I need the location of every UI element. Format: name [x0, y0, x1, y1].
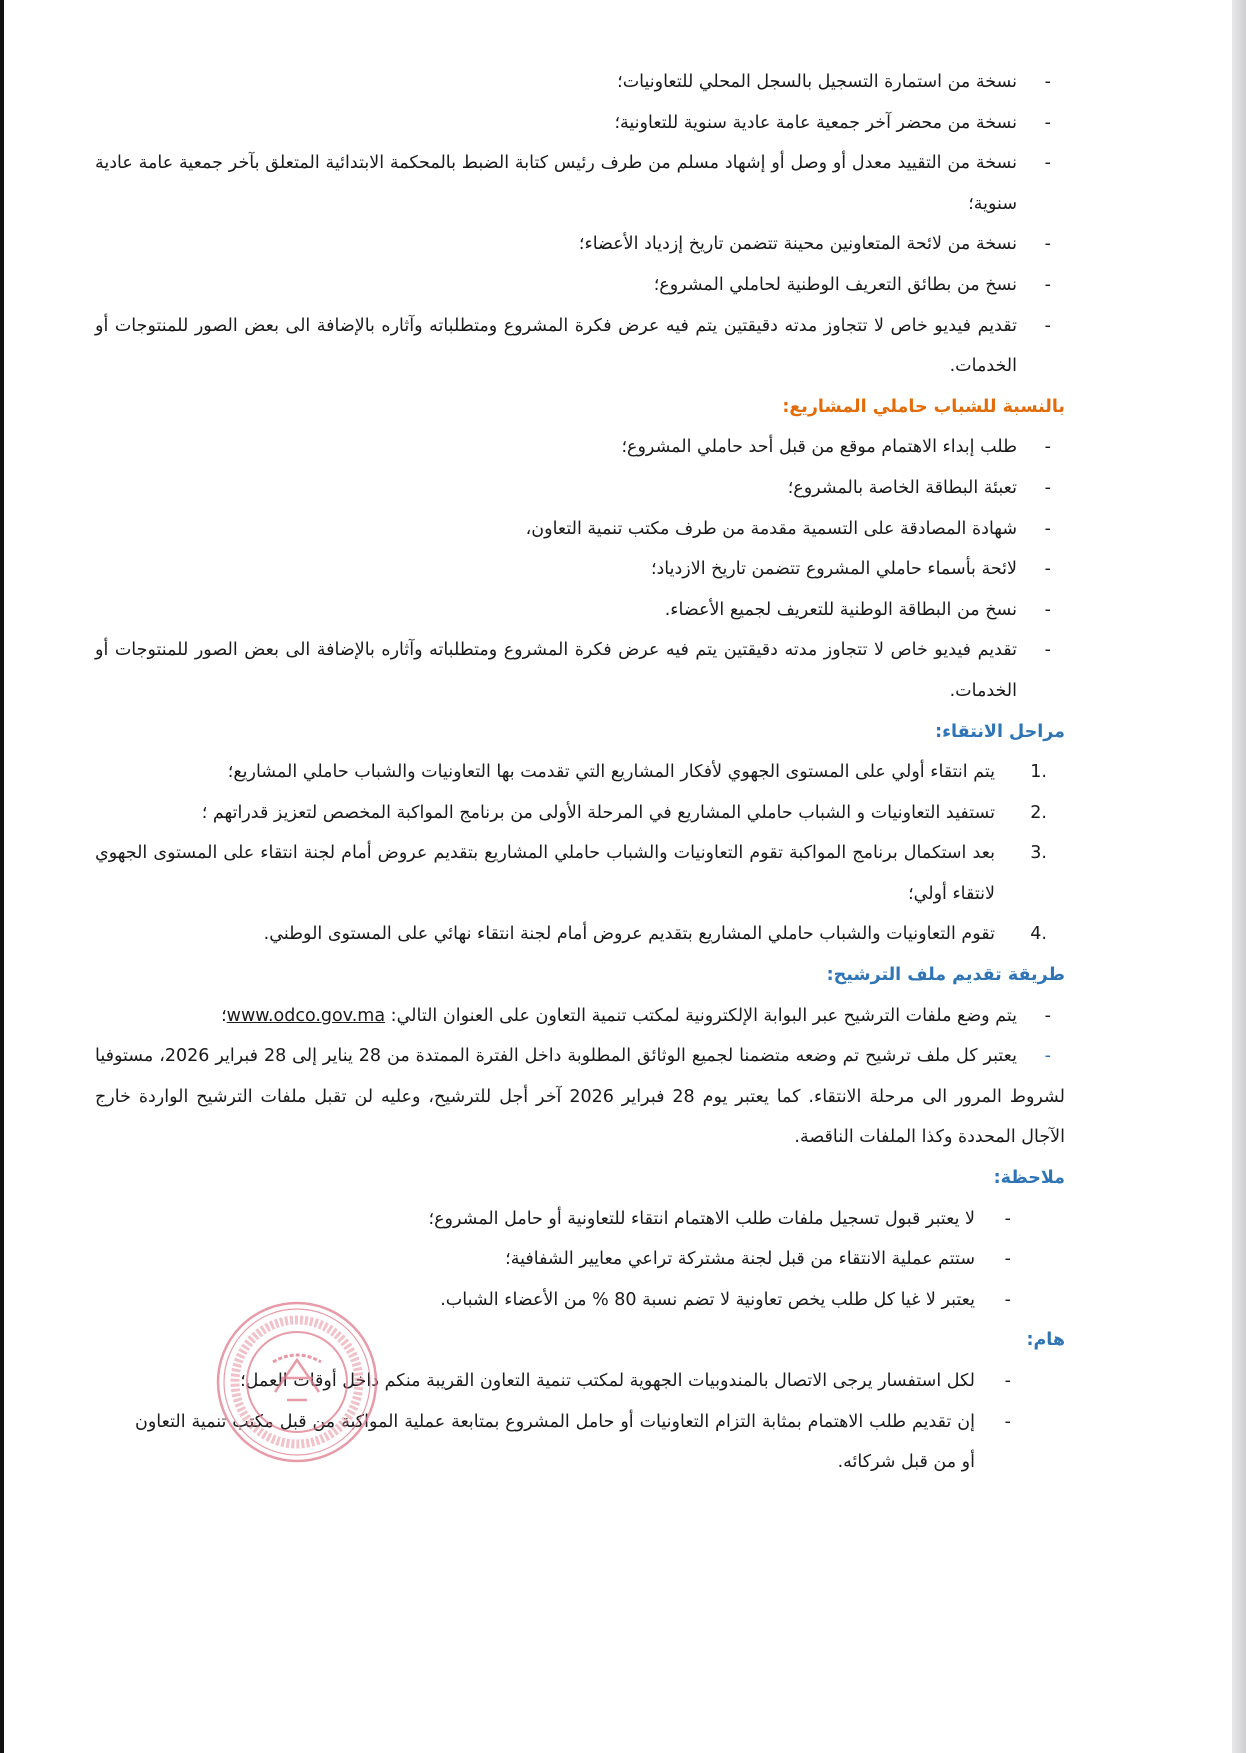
list-item	[95, 143, 1065, 224]
numbered-item	[95, 752, 1065, 793]
document-page	[95, 62, 1065, 1483]
item-number: 4.	[1030, 924, 1047, 945]
item-text: تقديم فيديو خاص لا تتجاوز مدته دقيقتين يتم فيه عرض فكرة المشروع ومتطلباته وآثاره بالإضافة الى بعض الصور للمنتوجات أو الخدمات.	[95, 640, 1017, 701]
scan-edge-right	[1232, 0, 1246, 1753]
bullet-dash: -	[1044, 315, 1051, 336]
item-text: يتم وضع ملفات الترشيح عبر البوابة الإلكترونية لمكتب تنمية التعاون على العنوان التالي:	[390, 1005, 1017, 1026]
bullet-dash: -	[1044, 518, 1051, 539]
selection-steps-list	[95, 752, 1065, 955]
bullet-dash: -	[1004, 1208, 1011, 1229]
bullet-dash: -	[1044, 437, 1051, 458]
bullet-dash: -	[1044, 274, 1051, 295]
bullet-dash: -	[1044, 1005, 1051, 1026]
bullet-dash: -	[1004, 1411, 1011, 1432]
item-number: 3.	[1030, 843, 1047, 864]
item-text: تقديم فيديو خاص لا تتجاوز مدته دقيقتين يتم فيه عرض فكرة المشروع ومتطلباته وآثاره بالإضافة الى بعض الصور للمنتوجات أو الخدمات.	[95, 315, 1017, 377]
list-item	[95, 265, 1065, 306]
item-text: نسخ من بطائق التعريف الوطنية لحاملي المشروع؛	[653, 274, 1017, 295]
item-text: نسخ من البطاقة الوطنية للتعريف لجميع الأعضاء.	[664, 599, 1017, 620]
item-text: يتم انتقاء أولي على المستوى الجهوي لأفكار المشاريع التي تقدمت بها التعاونيات والشباب حاملي المشاريع؛	[227, 762, 995, 783]
item-text: نسخة من التقييد معدل أو وصل أو إشهاد مسلم من طرف رئيس كتابة الضبط بالمحكمة الابتدائية المتعلق بآخر جمعية عامة عادية سنوية؛	[95, 153, 1017, 214]
item-text: يعتبر كل ملف ترشيح تم وضعه متضمنا لجميع الوثائق المطلوبة داخل الفترة الممتدة من 28 يناير إلى 28 فبراير 2026، مستوفيا لشروط المرور الى مرحلة الانتقاء. كما يعتبر يوم 28 فبراير 2026 آخر أجل للترشيح، وعليه لن تقبل ملفات الترشيح الواردة خارج الآجال المحددة وكذا الملفات الناقصة.	[95, 1046, 1065, 1148]
list-item	[95, 1199, 1065, 1240]
item-punctuation: ؛	[221, 1005, 227, 1026]
bullet-dash: -	[1044, 599, 1051, 620]
important-heading: هام:	[1026, 1330, 1065, 1351]
filing-list	[95, 996, 1065, 1158]
item-text: نسخة من محضر آخر جمعية عامة عادية سنوية للتعاونية؛	[614, 112, 1017, 133]
item-text: ستتم عملية الانتقاء من قبل لجنة مشتركة تراعي معايير الشفافية؛	[505, 1249, 975, 1270]
cooperative-documents-list	[95, 62, 1065, 387]
numbered-item	[95, 793, 1065, 834]
list-item	[95, 468, 1065, 509]
item-text: تستفيد التعاونيات و الشباب حاملي المشاريع في المرحلة الأولى من برنامج المواكبة المخصص لتعزيز قدراتهم ؛	[201, 802, 995, 823]
bullet-dash: -	[1044, 559, 1051, 580]
odco-website-link[interactable]: www.odco.gov.ma	[226, 1005, 386, 1026]
bullet-dash: -	[1044, 153, 1051, 174]
item-number: 1.	[1030, 762, 1047, 783]
list-item	[95, 62, 1065, 103]
filing-heading: طريقة تقديم ملف الترشيح:	[826, 965, 1065, 986]
item-text: بعد استكمال برنامج المواكبة تقوم التعاونيات والشباب حاملي المشاريع بتقديم عروض أمام لجنة انتقاء على المستوى الجهوي لانتقاء أولي؛	[95, 843, 995, 904]
bullet-dash: -	[1044, 1046, 1051, 1067]
bullet-dash: -	[1044, 72, 1051, 92]
item-text: لائحة بأسماء حاملي المشروع تتضمن تاريخ الازدياد؛	[650, 559, 1017, 580]
list-item	[95, 630, 1065, 711]
item-number: 2.	[1030, 802, 1047, 823]
bullet-dash: -	[1044, 477, 1051, 498]
numbered-item	[95, 833, 1065, 914]
official-stamp	[215, 1300, 380, 1465]
bullet-dash: -	[1044, 234, 1051, 255]
note-heading: ملاحظة:	[993, 1168, 1065, 1189]
item-text: تقوم التعاونيات والشباب حاملي المشاريع بتقديم عروض أمام لجنة انتقاء نهائي على المستوى الوطني.	[263, 924, 995, 945]
item-text: لكل استفسار يرجى الاتصال بالمندوبيات الجهوية لمكتب تنمية التعاون القريبة منكم داخل أوقات العمل؛	[240, 1371, 975, 1391]
item-text: شهادة المصادقة على التسمية مقدمة من طرف مكتب تنمية التعاون،	[525, 518, 1017, 539]
list-item	[95, 224, 1065, 265]
list-item	[95, 427, 1065, 468]
item-text: نسخة من لائحة المتعاونين محينة تتضمن تاريخ إزدياد الأعضاء؛	[578, 234, 1017, 255]
scan-edge-left	[0, 0, 4, 1753]
list-item	[95, 549, 1065, 590]
item-text: إن تقديم طلب الاهتمام بمثابة التزام التعاونيات أو حامل المشروع بمتابعة عملية المواكبة من قبل مكتب تنمية التعاون أو من قبل شركائه.	[135, 1411, 975, 1473]
list-item	[95, 1239, 1065, 1280]
item-text: يعتبر لا غيا كل طلب يخص تعاونية لا تضم نسبة 80 % من الأعضاء الشباب.	[440, 1289, 975, 1310]
item-text: تعبئة البطاقة الخاصة بالمشروع؛	[787, 477, 1017, 498]
item-text: طلب إبداء الاهتمام موقع من قبل أحد حاملي المشروع؛	[621, 437, 1017, 458]
list-item	[95, 103, 1065, 144]
bullet-dash: -	[1004, 1371, 1011, 1391]
list-item	[95, 590, 1065, 631]
youth-heading: بالنسبة للشباب حاملي المشاريع:	[782, 396, 1065, 417]
list-item	[95, 996, 1065, 1037]
bullet-dash: -	[1044, 640, 1051, 661]
bullet-dash: -	[1004, 1289, 1011, 1310]
list-item	[95, 306, 1065, 387]
numbered-item	[95, 914, 1065, 955]
bullet-dash: -	[1004, 1249, 1011, 1270]
list-item	[95, 1036, 1065, 1158]
list-item	[95, 509, 1065, 550]
youth-documents-list	[95, 427, 1065, 711]
bullet-dash: -	[1044, 112, 1051, 133]
selection-heading: مراحل الانتقاء:	[935, 721, 1065, 742]
item-text: نسخة من استمارة التسجيل بالسجل المحلي للتعاونيات؛	[617, 72, 1017, 92]
item-text: لا يعتبر قبول تسجيل ملفات طلب الاهتمام انتقاء للتعاونية أو حامل المشروع؛	[428, 1208, 975, 1229]
